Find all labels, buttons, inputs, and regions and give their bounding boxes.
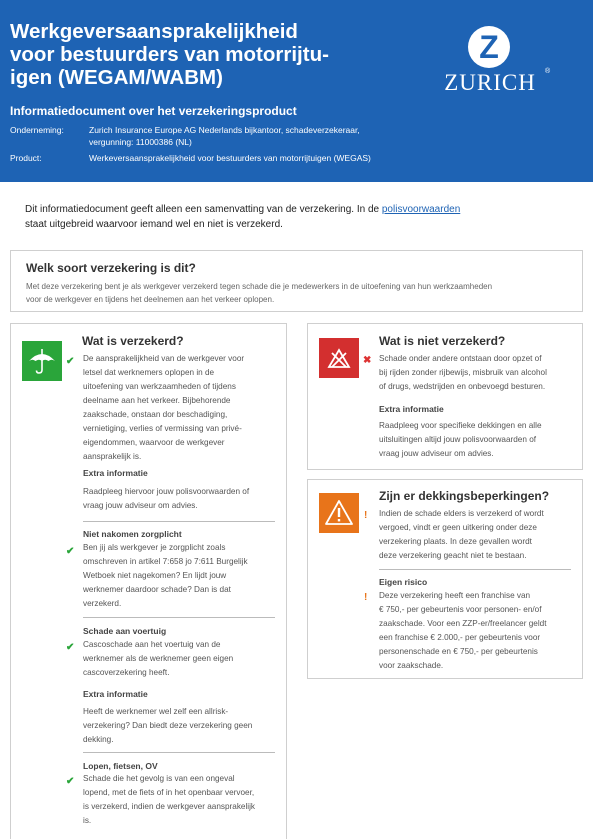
coverage-limits-text bbox=[379, 507, 579, 563]
divider bbox=[83, 617, 275, 618]
exclamation-icon: ! bbox=[364, 592, 368, 603]
text-line: deze verzekering geacht niet te bestaan. bbox=[379, 551, 527, 560]
text-line: vernietiging, verlies of vermissing van privé- bbox=[83, 424, 242, 433]
crossed-box-icon bbox=[319, 338, 359, 378]
text-line: Schade onder andere ontstaan door opzet of bbox=[379, 354, 542, 363]
intro-text-before: Dit informatiedocument geeft alleen een samenvatting van de verzekering. In de bbox=[25, 204, 382, 215]
text-line: vergoed, vindt er geen uitkering onder deze bbox=[379, 523, 537, 532]
text-line: verzekerd. bbox=[83, 599, 122, 608]
not-insured-text bbox=[379, 352, 579, 394]
divider bbox=[83, 521, 275, 522]
product-label: Product: bbox=[10, 153, 42, 163]
text-line: letsel dat werknemers oplopen in de bbox=[83, 368, 215, 377]
check-icon: ✔ bbox=[66, 356, 75, 367]
care-duty-text bbox=[83, 541, 283, 611]
text-line: zaakschade. Voor een ZZP-er/freelancer geldt bbox=[379, 619, 547, 628]
conditions-link[interactable]: polisvoorwaarden bbox=[381, 204, 461, 215]
zurich-logo-mark bbox=[468, 26, 510, 68]
insured-box bbox=[10, 323, 287, 839]
text-line: een franchise € 2.000,- per gebeurtenis voor bbox=[379, 633, 541, 642]
insurance-type-box bbox=[10, 250, 583, 312]
company-value-line: Zurich Insurance Europe AG Nederlands bijkantoor, schadeverzekeraar, bbox=[89, 125, 360, 135]
text-line: Wetboek niet nagekomen? En lijdt jouw bbox=[83, 571, 227, 580]
vehicle-damage-heading: Schade aan voertuig bbox=[83, 626, 167, 636]
text-line: vraag jouw adviseur om advies. bbox=[83, 501, 198, 510]
text-line: dekking. bbox=[83, 735, 114, 744]
page-title bbox=[10, 20, 390, 89]
text-line: Heeft de werknemer wel zelf een allrisk- bbox=[83, 707, 229, 716]
title-line: voor bestuurders van motorrijtu- bbox=[10, 43, 329, 66]
warning-icon bbox=[319, 493, 359, 533]
text-line: werknemer als de werknemer geen eigen bbox=[83, 654, 234, 663]
text-line: cascoverzekering heeft. bbox=[83, 668, 170, 677]
deductible-text bbox=[379, 589, 579, 673]
text-line: verzekering plaats. In deze gevallen wordt bbox=[379, 537, 532, 546]
text-line: Ben jij als werkgever je zorgplicht zoals bbox=[83, 543, 226, 552]
text-line: voor de werkgever en tijdens het deelnemen aan het verkeer oplopen. bbox=[26, 295, 275, 304]
text-line: uitoefening van werkzaamheden of tijdens bbox=[83, 382, 236, 391]
vehicle-damage-text bbox=[83, 638, 283, 680]
intro-text bbox=[25, 202, 565, 232]
text-line: zaakschade, onstaan dor beschadiging, bbox=[83, 410, 228, 419]
text-line: lopend, met de fiets of in het openbaar vervoer, bbox=[83, 788, 255, 797]
text-line: is verzekerd, indien de werkgever aansprakelijk bbox=[83, 802, 256, 811]
text-line: of drugs, wedstrijden en onbevoegd besturen. bbox=[379, 382, 546, 391]
text-line: De aansprakelijkheid van de werkgever voor bbox=[83, 354, 245, 363]
company-value-line: vergunning: 11000386 (NL) bbox=[89, 137, 192, 147]
text-line: werknemer daardoor schade? Dan is dat bbox=[83, 585, 231, 594]
company-label: Onderneming: bbox=[10, 125, 64, 135]
insurance-type-text bbox=[26, 280, 566, 306]
text-line: bij rijden zonder rijbewijs, misbruik van alcohol bbox=[379, 368, 547, 377]
text-line: is. bbox=[83, 816, 92, 825]
check-icon: ✔ bbox=[66, 642, 75, 653]
extra-info-heading: Extra informatie bbox=[379, 404, 444, 414]
not-insured-box bbox=[307, 323, 583, 470]
zurich-logo-word: ZURICH bbox=[444, 70, 536, 95]
text-line: aansprakelijk is. bbox=[83, 452, 142, 461]
text-line: € 750,- per gebeurtenis voor personen- en/of bbox=[379, 605, 542, 614]
title-line: Werkgeversaansprakelijkheid bbox=[10, 20, 298, 43]
text-line: Raadpleeg voor specifieke dekkingen en alle bbox=[379, 421, 542, 430]
insurance-type-heading: Welk soort verzekering is dit? bbox=[26, 261, 196, 275]
zurich-logo bbox=[434, 26, 554, 98]
walk-cycle-heading: Lopen, fietsen, OV bbox=[83, 761, 158, 771]
deductible-heading: Eigen risico bbox=[379, 577, 428, 587]
text-line: omschreven in artikel 7:658 jo 7:611 Burgelijk bbox=[83, 557, 248, 566]
text-line: Indien de schade elders is verzekerd of wordt bbox=[379, 509, 544, 518]
extra-info-heading: Extra informatie bbox=[83, 468, 148, 478]
divider bbox=[83, 752, 275, 753]
text-line: Met deze verzekering bent je als werkgever verzekerd tegen schade die je medewerkers in de uitoefening van hun werkzaamheden bbox=[26, 282, 493, 291]
page-subtitle: Informatiedocument over het verzekeringsproduct bbox=[10, 104, 297, 118]
umbrella-icon bbox=[22, 341, 62, 381]
check-icon: ✔ bbox=[66, 546, 75, 557]
title-line: igen (WEGAM/WABM) bbox=[10, 66, 223, 89]
text-line: personenschade en € 750,- per gebeurtenis bbox=[379, 647, 538, 656]
text-line: voor zaakschade. bbox=[379, 661, 444, 670]
intro-text-after: staat uitgebreid waarvoor iemand wel en niet is verzekerd. bbox=[25, 219, 283, 230]
insured-intro-text bbox=[83, 352, 283, 464]
text-line: uitsluitingen altijd jouw polisvoorwaarden of bbox=[379, 435, 537, 444]
care-duty-heading: Niet nakomen zorgplicht bbox=[83, 529, 182, 539]
extra-info-heading: Extra informatie bbox=[83, 689, 148, 699]
document-header bbox=[0, 0, 593, 182]
extra-info-text bbox=[83, 705, 283, 747]
text-line: Cascoschade aan het voertuig van de bbox=[83, 640, 221, 649]
registered-mark: ® bbox=[545, 68, 551, 75]
text-line: Raadpleeg hiervoor jouw polisvoorwaarden of bbox=[83, 487, 250, 496]
coverage-limits-heading: Zijn er dekkingsbeperkingen? bbox=[379, 489, 550, 503]
exclamation-icon: ! bbox=[364, 510, 368, 521]
product-value: Werkeversaansprakelijkheid voor bestuurders van motorrijtuigen (WEGAS) bbox=[89, 153, 371, 163]
check-icon: ✔ bbox=[66, 776, 75, 787]
text-line: verzekering? Dan biedt deze verzekering geen bbox=[83, 721, 253, 730]
company-value bbox=[89, 124, 429, 148]
logo-mark-letter: Z bbox=[479, 29, 499, 65]
cross-icon: ✖ bbox=[363, 355, 372, 366]
text-line: eigendommen, waarvoor de werkgever bbox=[83, 438, 225, 447]
text-line: Deze verzekering heeft een franchise van bbox=[379, 591, 531, 600]
walk-cycle-text bbox=[83, 772, 288, 828]
extra-info-text bbox=[83, 485, 283, 513]
extra-info-text bbox=[379, 419, 579, 461]
text-line: vraag jouw adviseur om advies. bbox=[379, 449, 494, 458]
coverage-limits-box bbox=[307, 479, 583, 679]
text-line: deelname aan het verkeer. Bijbehorende bbox=[83, 396, 231, 405]
not-insured-heading: Wat is niet verzekerd? bbox=[379, 334, 506, 348]
text-line: Schade die het gevolg is van een ongeval bbox=[83, 774, 235, 783]
insured-heading: Wat is verzekerd? bbox=[82, 334, 184, 348]
divider bbox=[379, 569, 571, 570]
